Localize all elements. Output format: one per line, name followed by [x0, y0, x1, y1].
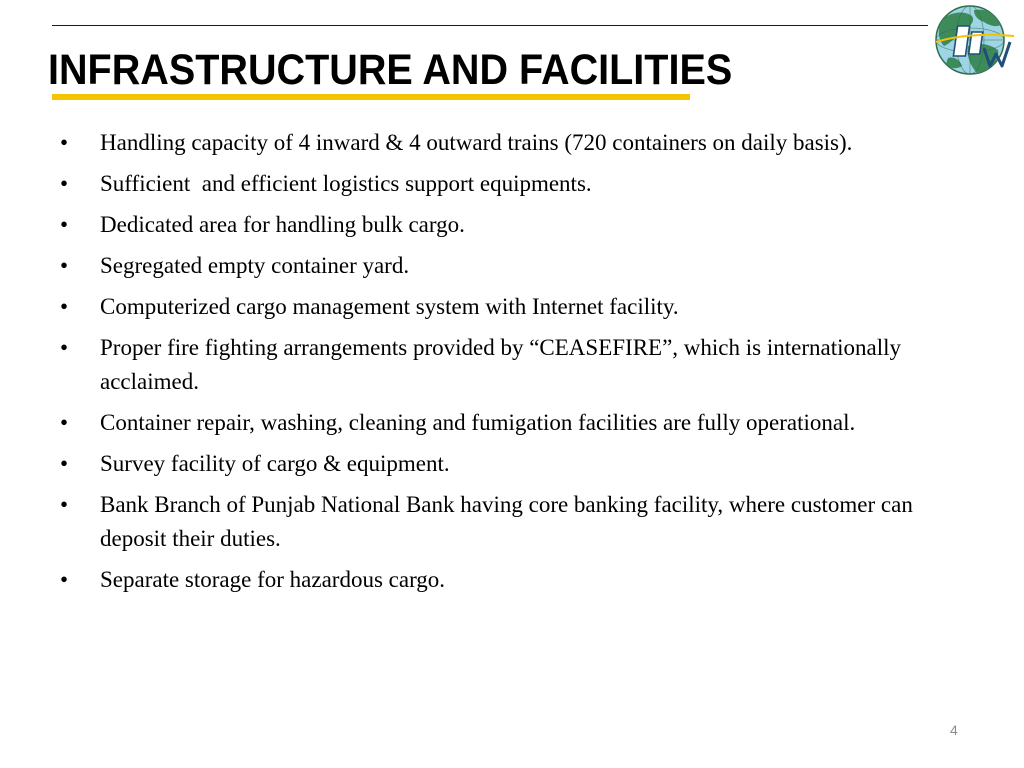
page-number: 4	[950, 722, 958, 738]
bullet-text: Handling capacity of 4 inward & 4 outward trains (720 containers on daily basis).	[100, 130, 853, 155]
bullet-icon: •	[60, 492, 69, 517]
bullet-icon: •	[60, 253, 69, 278]
list-item	[60, 563, 960, 597]
bullet-text: Separate storage for hazardous cargo.	[100, 567, 446, 592]
list-item	[60, 331, 960, 399]
bullet-icon: •	[60, 410, 69, 435]
bullet-text: Sufficient and efficient logistics support equipments.	[100, 171, 592, 196]
list-item	[60, 167, 960, 201]
bullet-icon: •	[60, 294, 69, 319]
list-item	[60, 290, 960, 324]
bullet-list	[60, 126, 960, 604]
globe-logo-icon	[928, 2, 1020, 80]
bullet-icon: •	[60, 567, 69, 592]
bullet-text: Segregated empty container yard.	[100, 253, 410, 278]
bullet-text: Proper fire fighting arrangements provided by “CEASEFIRE”, which is internationally acclaimed.	[100, 335, 901, 394]
list-item	[60, 406, 960, 440]
list-item	[60, 488, 960, 556]
list-item	[60, 208, 960, 242]
page-title: INFRASTRUCTURE AND FACILITIES	[48, 46, 733, 94]
bullet-icon: •	[60, 130, 69, 155]
top-divider	[52, 25, 928, 26]
bullet-icon: •	[60, 212, 69, 237]
bullet-text: Dedicated area for handling bulk cargo.	[100, 212, 465, 237]
bullet-text: Bank Branch of Punjab National Bank having core banking facility, where customer can deposit their duties.	[100, 492, 913, 551]
list-item	[60, 447, 960, 481]
list-item	[60, 249, 960, 283]
bullet-text: Survey facility of cargo & equipment.	[100, 451, 450, 476]
bullet-text: Computerized cargo management system with Internet facility.	[100, 294, 679, 319]
title-underline	[52, 94, 690, 100]
bullet-icon: •	[60, 451, 69, 476]
bullet-icon: •	[60, 171, 69, 196]
bullet-icon: •	[60, 335, 69, 360]
bullet-text: Container repair, washing, cleaning and fumigation facilities are fully operational.	[100, 410, 856, 435]
list-item	[60, 126, 960, 160]
